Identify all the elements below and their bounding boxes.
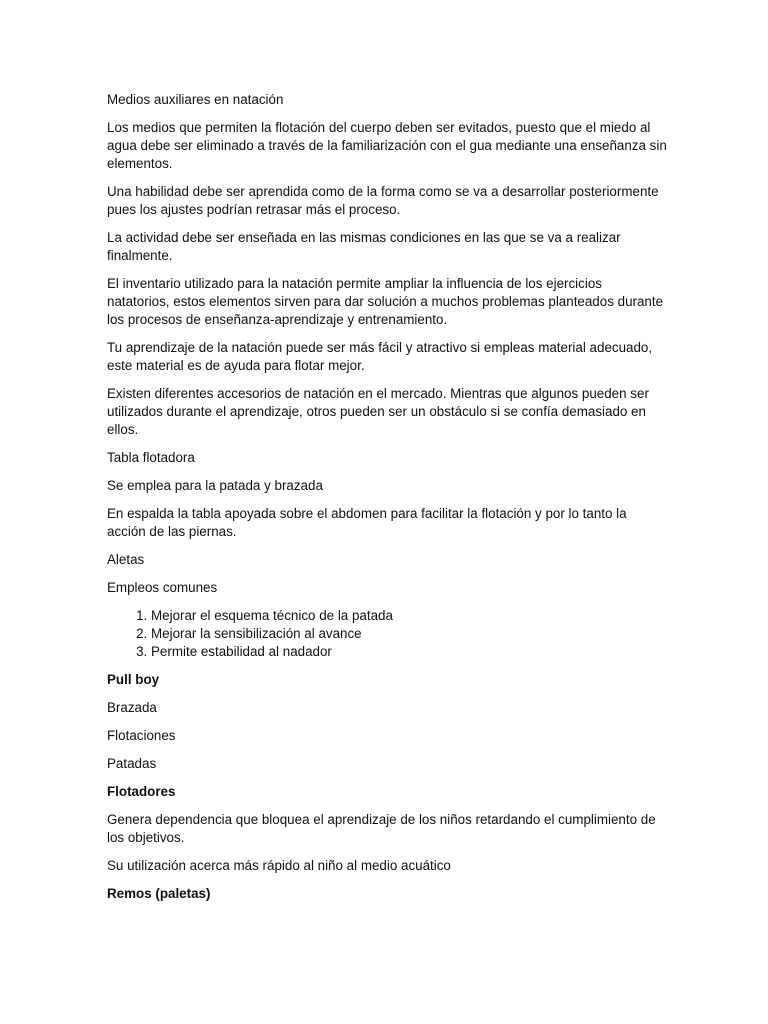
paragraph: La actividad debe ser enseñada en las mismas condiciones en las que se va a realizar finalmente. (107, 230, 621, 263)
pullboy-item: Brazada (107, 700, 157, 715)
paragraph: Su utilización acerca más rápido al niño al medio acuático (107, 858, 451, 873)
document-title: Medios auxiliares en natación (107, 92, 284, 107)
paragraph: Una habilidad debe ser aprendida como de la forma como se va a desarrollar posteriormente pues los ajustes podrían retrasar más el proceso. (107, 184, 659, 217)
section-heading-aletas: Aletas (107, 552, 145, 567)
paragraph: Genera dependencia que bloquea el aprendizaje de los niños retardando el cumplimiento de los objetivos. (107, 812, 656, 845)
section-heading-pullboy: Pull boy (107, 672, 160, 687)
document-body (107, 91, 667, 913)
section-heading-remos: Remos (paletas) (107, 886, 211, 901)
section-heading-flotadores: Flotadores (107, 784, 176, 799)
empleos-list (107, 607, 667, 661)
paragraph: El inventario utilizado para la natación permite ampliar la influencia de los ejercicios natatorios, estos elementos sirven para dar solución a muchos problemas planteados durante los procesos de enseñanza-aprendizaje y entrenamiento. (107, 276, 664, 327)
paragraph: Se emplea para la patada y brazada (107, 478, 323, 493)
paragraph: Existen diferentes accesorios de natación en el mercado. Mientras que algunos pueden ser utilizados durante el aprendizaje, otros pueden ser un obstáculo si se confía demasiado en ellos. (107, 386, 649, 437)
list-item: 2. Mejorar la sensibilización al avance (151, 625, 667, 643)
subheading-empleos: Empleos comunes (107, 580, 218, 595)
list-item: 3. Permite estabilidad al nadador (151, 643, 667, 661)
pullboy-item: Patadas (107, 756, 157, 771)
pullboy-item: Flotaciones (107, 728, 176, 743)
paragraph: Los medios que permiten la flotación del cuerpo deben ser evitados, puesto que el miedo al agua debe ser eliminado a través de la familiarización con el gua mediante una enseñanza sin elementos. (107, 120, 667, 171)
section-heading-tabla: Tabla flotadora (107, 450, 195, 465)
paragraph: Tu aprendizaje de la natación puede ser más fácil y atractivo si empleas material adecuado, este material es de ayuda para flotar mejor. (107, 340, 653, 373)
paragraph: En espalda la tabla apoyada sobre el abdomen para facilitar la flotación y por lo tanto la acción de las piernas. (107, 506, 627, 539)
list-item: 1. Mejorar el esquema técnico de la patada (151, 607, 667, 625)
